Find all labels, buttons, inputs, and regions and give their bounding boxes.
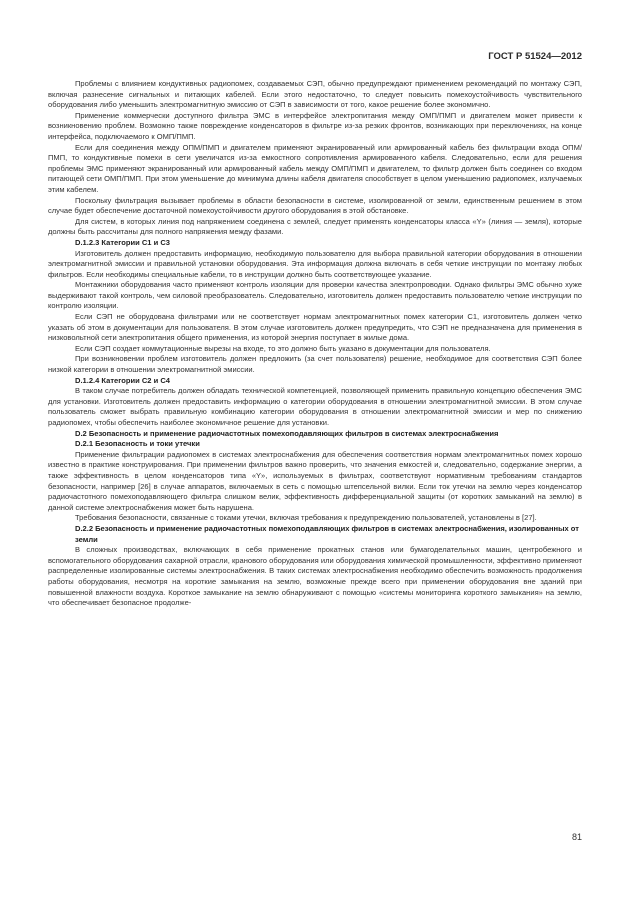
standard-header: ГОСТ Р 51524—2012	[488, 51, 582, 62]
section-heading-d21: D.2.1 Безопасность и токи утечки	[75, 439, 200, 449]
paragraph: Монтажники оборудования часто применяют контроль изоляции для проверки качества электропроводки. Однако фильтры ЭМС обычно хуже выдерживают такой контроль, чем силовой преобразователь. Следовательно, изготовитель должен предоставить пользователю четкие инструкции по контролю изоляции.	[48, 280, 582, 311]
paragraph: Применение фильтрации радиопомех в системах электроснабжения для обеспечения соответствия нормам электромагнитных помех хорошо известно в практике конструирования. При применении фильтров важно проверить, что значения емкостей и, следовательно, содержание энергии, а также эффективность в целом конденсаторов типа «Y», используемых в фильтрах, соответствуют нормативным требованиям стандартов безопасности, например [26] в случае аппаратов, включаемых в сеть с помощью штепсельной вилки. Если ток утечки на землю через конденсатор радиочастотного помехоподавляющего фильтра слишком велик, эффективность дифференциальной защиты (от коротких замыканий на землю) в данной системе электроснабжения может быть нарушена.	[48, 449, 582, 512]
paragraph: Если СЭП создает коммутационные вырезы на входе, то это должно быть указано в документации для пользователя.	[75, 343, 491, 353]
section-heading-d2: D.2 Безопасность и применение радиочастотных помехоподавляющих фильтров в системах электроснабжения	[75, 428, 499, 438]
paragraph: Изготовитель должен предоставить информацию, необходимую пользователю для выбора правильной категории оборудования в отношении электромагнитной эмиссии и правильной установки оборудования. Эта информация должна включать в себя четкие инструкции по монтажу любых фильтров. Если необходимы специальные кабели, то в инструкции должно быть соответствующее указание.	[48, 248, 582, 279]
paragraph: Проблемы с влиянием кондуктивных радиопомех, создаваемых СЭП, обычно предупреждают применением рекомендаций по монтажу СЭП, включая разнесение сигнальных и питающих кабелей. Если этого недостаточно, то следует повысить помехоустойчивость чувствительного оборудования либо уменьшить электромагнитную эмиссию от СЭП в зависимости от того, какое решение более экономично.	[48, 79, 582, 110]
section-heading-d123: D.1.2.3 Категории С1 и С3	[75, 237, 170, 247]
paragraph: Если СЭП не оборудована фильтрами или не соответствует нормам электромагнитных помех категории С1, изготовитель должен четко указать об этом в документации для пользователя. В этом случае изготовитель должен предупредить, что СЭП не предназначена для применения в низковольтной сети электропитания общего применения, из которой энергия поступает в жилые дома.	[48, 312, 582, 343]
paragraph: В сложных производствах, включающих в себя применение прокатных станов или бумагоделательных машин, центробежного и вспомогательного оборудования сахарной отрасли, кранового оборудования или оборудования химической промышленности, эффективно применяют распределенные изолированные системы электроснабжения. В таких системах электроснабжения необходимо обеспечить возможность продолжения работы оборудования, несмотря на короткие замыкания на землю, возможные прежде всего при применении оборудования вне зданий при повышенной влажности воздуха. Короткое замыкание на землю обнаруживают с помощью «системы мониторинга короткого замыкания» на землю, что обеспечивает безопасное продолже-	[48, 545, 582, 608]
page-number: 81	[571, 832, 582, 842]
paragraph: Требования безопасности, связанные с токами утечки, включая требования к предупреждению пользователей, установлены в [27].	[75, 513, 537, 523]
paragraph: В таком случае потребитель должен обладать технической компетенцией, позволяющей применить правильную концепцию обеспечения ЭМС для установки. Изготовитель должен предоставить информацию о категории оборудования в отношении электромагнитной эмиссии. В этом случае пользователь сможет выбрать правильную комбинацию категории оборудования в отношении электромагнитной эмиссии и мер по снижению радиопомех, чтобы обеспечить наиболее экономичное решение для установки.	[48, 386, 582, 427]
section-heading-d124: D.1.2.4 Категории С2 и С4	[75, 375, 170, 385]
document-body	[48, 79, 582, 609]
paragraph: Если для соединения между ОПМ/ПМП и двигателем применяют экранированный или армированный кабель без фильтрации входа ОПМ/ПМП, то кондуктивные помехи в сети увеличатся из-за емкостного сопротивления армированного кабеля. Следовательно, если для решения проблемы ЭМС применяют экранированный или армированный кабель между ОМП/ПМП и двигателем, то фильтр должен быть соединен со входом питающей сети ОМП/ПМП. При этом уменьшение до минимума длины кабеля двигателя способствует в целом уменьшению радиопомех, излучаемых этим кабелем.	[48, 142, 582, 194]
paragraph: При возникновении проблем изготовитель должен предложить (за счет пользователя) решение, необходимое для соответствия СЭП более низкой категории в отношении электромагнитной эмиссии.	[48, 354, 582, 375]
paragraph: Для систем, в которых линия под напряжением соединена с землей, следует применять конденсаторы класса «Y» (линия — земля), которые должны быть рассчитаны для полного напряжения между фазами.	[48, 216, 582, 237]
paragraph: Поскольку фильтрация вызывает проблемы в области безопасности в системе, изолированной от земли, единственным решением в этом случае будет обеспечение достаточной помехоустойчивости другого оборудования в этой обстановке.	[48, 195, 582, 216]
paragraph: Применение коммерчески доступного фильтра ЭМС в интерфейсе электропитания между ОМП/ПМП и двигателем может привести к возникновению проблем. Возможно также повреждение конденсаторов в фильтре из-за резких фронтов, возникающих при переключениях, на конце интерфейса, подключаемого к ОМП/ПМП.	[48, 110, 582, 141]
section-heading-d22: D.2.2 Безопасность и применение радиочастотных помехоподавляющих фильтров в системах электроснабжения, изолированных от земли	[75, 523, 579, 544]
